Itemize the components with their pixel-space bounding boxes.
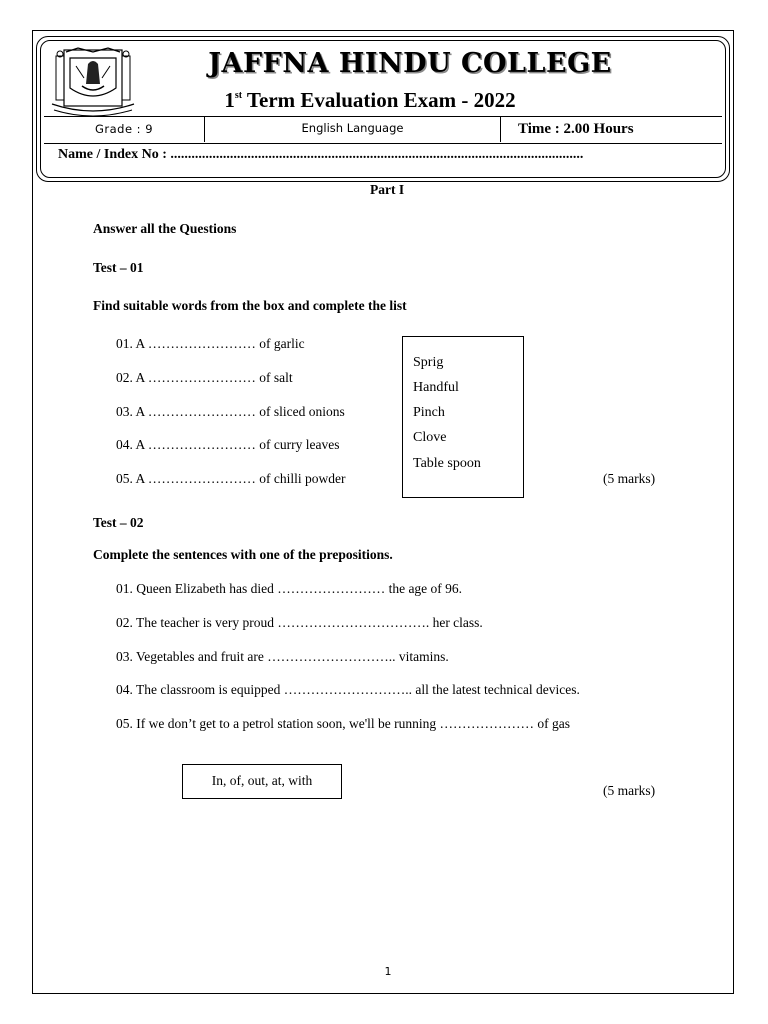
test1-item-5: 05. A …………………… of chilli powder: [116, 471, 346, 486]
test1-item-1: 01. A …………………… of garlic: [116, 336, 305, 351]
exam-title: 1st Term Evaluation Exam - 2022: [224, 88, 516, 112]
page-number: 1: [384, 965, 392, 978]
part-title: Part I: [370, 182, 405, 197]
test2-item-2: 02. The teacher is very proud ……………………………. her class.: [116, 615, 483, 630]
test2-item-5: 05. If we don’t get to a petrol station soon, we'll be running ………………… of gas: [116, 716, 570, 731]
name-index-line: Name / Index No : ......................................................................................................................: [58, 147, 584, 162]
grade-cell: Grade : 9: [44, 117, 205, 142]
test2-marks: (5 marks): [603, 783, 656, 798]
time-cell: Time : 2.00 Hours: [518, 121, 634, 137]
test1-item-2: 02. A …………………… of salt: [116, 370, 293, 385]
word-box-item: Sprig: [413, 355, 444, 370]
college-crest-logo: [48, 44, 138, 116]
prepositions-box: In, of, out, at, with: [182, 764, 342, 799]
test1-item-3: 03. A …………………… of sliced onions: [116, 404, 345, 419]
test2-instruction: Complete the sentences with one of the prepositions.: [93, 547, 393, 562]
exam-info-row: [44, 116, 722, 144]
test2-title: Test – 02: [93, 515, 144, 530]
test1-item-4: 04. A …………………… of curry leaves: [116, 437, 340, 452]
word-box: [402, 336, 524, 498]
word-box-item: Handful: [413, 380, 459, 395]
test2-item-1: 01. Queen Elizabeth has died …………………… the age of 96.: [116, 581, 463, 596]
test2-item-4: 04. The classroom is equipped ……………………….. all the latest technical devices.: [116, 682, 580, 697]
test2-item-3: 03. Vegetables and fruit are ……………………….. vitamins.: [116, 649, 449, 664]
general-instruction: Answer all the Questions: [93, 221, 237, 236]
college-name: JAFFNA HINDU COLLEGE: [208, 48, 612, 79]
word-box-item: Table spoon: [413, 456, 481, 471]
word-box-item: Clove: [413, 430, 447, 445]
subject-cell: English Language: [205, 117, 501, 142]
word-box-item: Pinch: [413, 405, 445, 420]
test1-instruction: Find suitable words from the box and complete the list: [93, 298, 407, 313]
test1-title: Test – 01: [93, 260, 144, 275]
test1-marks: (5 marks): [603, 471, 656, 486]
